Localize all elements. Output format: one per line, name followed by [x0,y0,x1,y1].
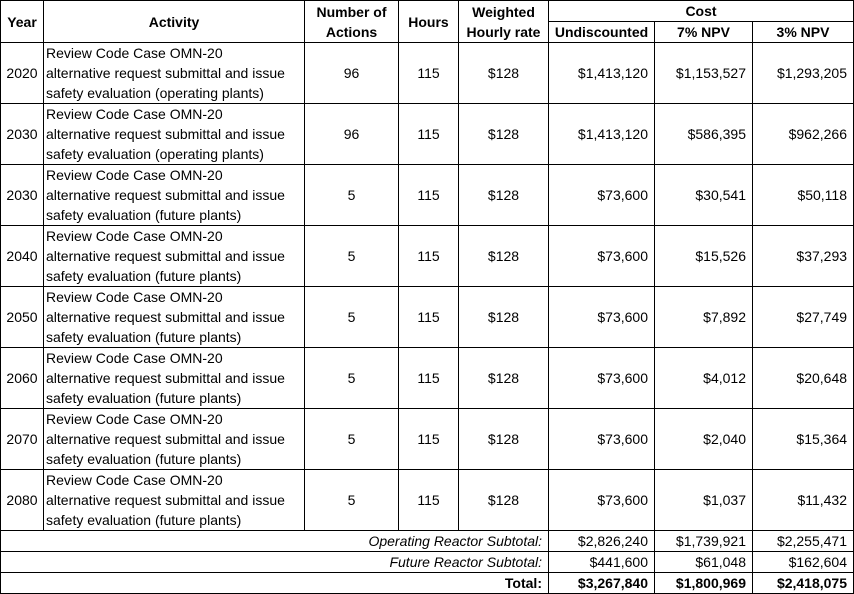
activity-cell [44,409,305,470]
actions-cell: 5 [305,409,399,470]
activity-line: alternative request submittal and issue [46,187,285,203]
undiscounted-cell: $73,600 [549,409,655,470]
total-label: Total: [1,573,549,594]
total-3-npv: $2,418,075 [753,573,854,594]
activity-line: alternative request submittal and issue [46,309,285,325]
header-3-npv: 3% NPV [753,22,854,43]
table-footer [1,531,854,594]
rate-cell: $128 [459,226,549,287]
activity-line: safety evaluation (future plants) [46,390,242,406]
activity-line: Review Code Case OMN-20 [46,411,223,427]
year-cell: 2040 [1,226,44,287]
actions-cell: 5 [305,226,399,287]
header-actions-line-1: Number of [316,3,387,20]
npv3-cell: $1,293,205 [753,43,854,104]
actions-cell: 5 [305,470,399,531]
npv3-cell: $15,364 [753,409,854,470]
table-body [1,43,854,531]
total-7-npv: $1,800,969 [655,573,753,594]
rate-cell: $128 [459,104,549,165]
operating-subtotal-7-npv: $1,739,921 [655,531,753,552]
undiscounted-cell: $73,600 [549,470,655,531]
activity-line: safety evaluation (operating plants) [46,146,264,162]
activity-cell [44,104,305,165]
npv3-cell: $37,293 [753,226,854,287]
undiscounted-cell: $73,600 [549,348,655,409]
activity-cell [44,470,305,531]
activity-line: safety evaluation (future plants) [46,329,242,345]
activity-line: alternative request submittal and issue [46,65,285,81]
header-row [1,1,854,22]
future-subtotal-7-npv: $61,048 [655,552,753,573]
actions-cell: 96 [305,43,399,104]
activity-cell [44,165,305,226]
header-cost: Cost [549,1,854,22]
npv7-cell: $1,037 [655,470,753,531]
activity-line: alternative request submittal and issue [46,431,285,447]
table-row [1,104,854,165]
year-cell: 2060 [1,348,44,409]
header-hours: Hours [399,1,459,43]
npv3-cell: $27,749 [753,287,854,348]
npv7-cell: $30,541 [655,165,753,226]
header-actions-line-2: Actions [325,23,378,40]
actions-cell: 96 [305,104,399,165]
table-row [1,470,854,531]
header-undiscounted: Undiscounted [549,22,655,43]
npv3-cell: $962,266 [753,104,854,165]
undiscounted-cell: $73,600 [549,287,655,348]
header-number-of-actions [305,1,399,43]
operating-subtotal-row [1,531,854,552]
activity-line: alternative request submittal and issue [46,492,285,508]
header-rate-line-1: Weighted [472,3,535,20]
hours-cell: 115 [399,43,459,104]
year-cell: 2050 [1,287,44,348]
header-weighted-hourly-rate [459,1,549,43]
rate-cell: $128 [459,287,549,348]
actions-cell: 5 [305,287,399,348]
npv7-cell: $1,153,527 [655,43,753,104]
rate-cell: $128 [459,348,549,409]
rate-cell: $128 [459,470,549,531]
table-row [1,348,854,409]
hours-cell: 115 [399,104,459,165]
hours-cell: 115 [399,226,459,287]
actions-cell: 5 [305,165,399,226]
activity-line: Review Code Case OMN-20 [46,228,223,244]
activity-cell [44,348,305,409]
activity-line: safety evaluation (operating plants) [46,85,264,101]
activity-line: Review Code Case OMN-20 [46,167,223,183]
table-row [1,409,854,470]
rate-cell: $128 [459,165,549,226]
header-activity: Activity [44,1,305,43]
hours-cell: 115 [399,409,459,470]
year-cell: 2080 [1,470,44,531]
npv7-cell: $7,892 [655,287,753,348]
activity-line: Review Code Case OMN-20 [46,350,223,366]
total-undiscounted: $3,267,840 [549,573,655,594]
actions-cell: 5 [305,348,399,409]
hours-cell: 115 [399,165,459,226]
rate-cell: $128 [459,409,549,470]
year-cell: 2030 [1,165,44,226]
table-row [1,165,854,226]
undiscounted-cell: $1,413,120 [549,43,655,104]
npv7-cell: $586,395 [655,104,753,165]
npv3-cell: $50,118 [753,165,854,226]
hours-cell: 115 [399,287,459,348]
npv7-cell: $2,040 [655,409,753,470]
activity-line: safety evaluation (future plants) [46,512,242,528]
operating-subtotal-3-npv: $2,255,471 [753,531,854,552]
activity-cell [44,43,305,104]
activity-line: safety evaluation (future plants) [46,207,242,223]
total-row [1,573,854,594]
activity-line: Review Code Case OMN-20 [46,472,223,488]
table-row [1,226,854,287]
operating-subtotal-undiscounted: $2,826,240 [549,531,655,552]
npv7-cell: $15,526 [655,226,753,287]
rate-cell: $128 [459,43,549,104]
header-7-npv: 7% NPV [655,22,753,43]
undiscounted-cell: $73,600 [549,226,655,287]
undiscounted-cell: $1,413,120 [549,104,655,165]
activity-line: alternative request submittal and issue [46,248,285,264]
future-subtotal-undiscounted: $441,600 [549,552,655,573]
year-cell: 2030 [1,104,44,165]
activity-line: safety evaluation (future plants) [46,451,242,467]
header-year: Year [1,1,44,43]
activity-line: alternative request submittal and issue [46,126,285,142]
npv3-cell: $20,648 [753,348,854,409]
operating-subtotal-label: Operating Reactor Subtotal: [1,531,549,552]
future-subtotal-label: Future Reactor Subtotal: [1,552,549,573]
undiscounted-cell: $73,600 [549,165,655,226]
activity-line: Review Code Case OMN-20 [46,289,223,305]
npv3-cell: $11,432 [753,470,854,531]
npv7-cell: $4,012 [655,348,753,409]
activity-line: Review Code Case OMN-20 [46,106,223,122]
activity-cell [44,287,305,348]
hours-cell: 115 [399,470,459,531]
hours-cell: 115 [399,348,459,409]
activity-line: Review Code Case OMN-20 [46,45,223,61]
table-row [1,287,854,348]
activity-line: alternative request submittal and issue [46,370,285,386]
year-cell: 2070 [1,409,44,470]
header-rate-line-2: Hourly rate [466,23,541,40]
activity-line: safety evaluation (future plants) [46,268,242,284]
future-subtotal-row [1,552,854,573]
table-row [1,43,854,104]
activity-cell [44,226,305,287]
future-subtotal-3-npv: $162,604 [753,552,854,573]
year-cell: 2020 [1,43,44,104]
